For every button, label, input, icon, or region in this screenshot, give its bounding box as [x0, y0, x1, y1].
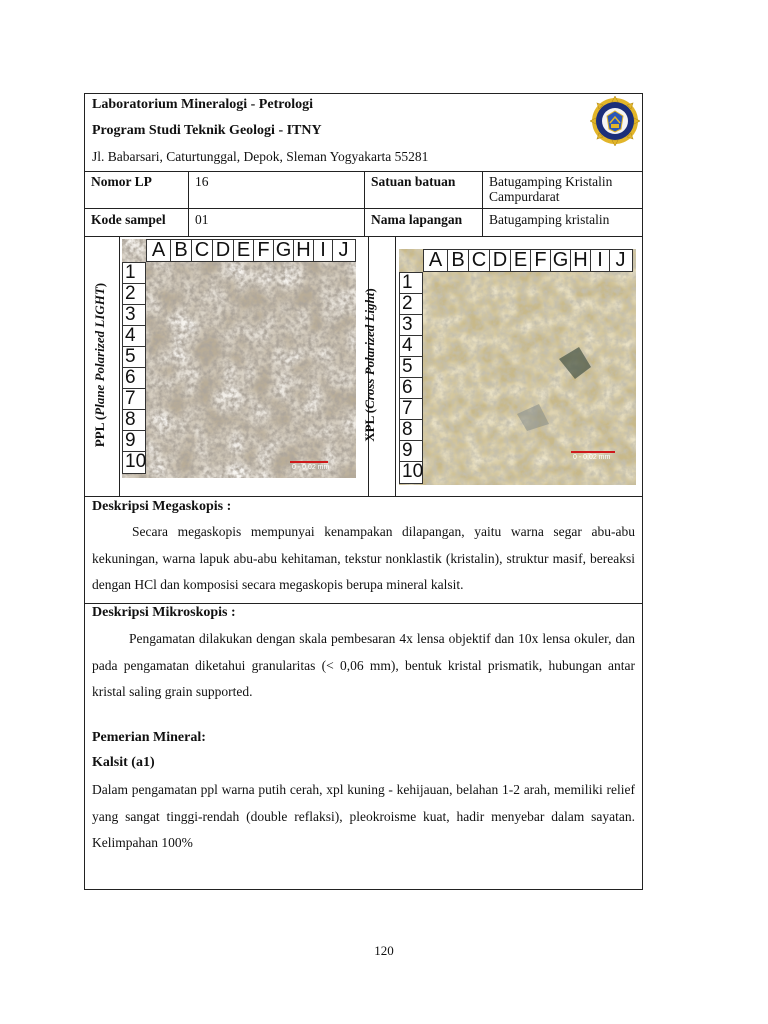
ppl-photo-image	[122, 239, 356, 478]
megaskopis-title: Deskripsi Megaskopis :	[92, 499, 232, 514]
university-logo-icon	[590, 96, 640, 146]
ppl-label: PPL (Plane Polarized LIGHT)	[92, 282, 107, 448]
lab-report-sheet	[84, 93, 643, 890]
mikroskopis-text: Pengamatan dilakukan dengan skala pembesaran 4x lensa objektif dan 10x lensa okuler, dan pada pengamatan diketahui granularitas (< 0,06 mm), bentuk kristal prismatik, hubungan antar kristal saling grain supported.	[92, 631, 635, 699]
satuan-batuan-value: Batugamping Kristalin Campurdarat	[489, 174, 613, 204]
mineral-name: Kalsit (a1)	[92, 755, 155, 770]
xpl-photo-image	[399, 249, 636, 485]
xpl-row-labels: 1 2 3 4 5 6 7 8 9 10	[399, 272, 423, 484]
xpl-scale-text: 0 - 0,02 mm	[573, 454, 611, 461]
info-row-2	[85, 209, 642, 237]
info-row-1	[85, 172, 642, 209]
page-number: 120	[374, 943, 394, 958]
address: Jl. Babarsari, Caturtunggal, Depok, Sleman Yogyakarta 55281	[92, 149, 429, 164]
ppl-scale-text: 0 - 0,02 mm	[292, 464, 330, 471]
xpl-micrograph	[399, 249, 636, 485]
satuan-batuan-label: Satuan batuan	[365, 172, 483, 208]
ppl-scale-bar	[290, 461, 328, 463]
nomor-lp-value: 16	[189, 172, 365, 208]
ppl-micrograph	[122, 239, 356, 478]
ppl-row-labels: 1 2 3 4 5 6 7 8 9 10	[122, 262, 146, 474]
report-header	[85, 94, 642, 172]
nama-lapangan-value: Batugamping kristalin	[489, 212, 610, 227]
xpl-label: XPL (Cross Polarized Light)	[362, 288, 377, 442]
xpl-scale-bar	[571, 451, 615, 453]
divider-line	[395, 237, 396, 497]
mineral-text: Dalam pengamatan ppl warna putih cerah, xpl kuning - kehijauan, belahan 1-2 arah, memiliki relief yang sangat tinggi-rendah (double reflaksi), pleokroisme kuat, hadir menyebar dalam sayatan. Kelimpahan 100%	[92, 782, 635, 850]
pemerian-mineral-title: Pemerian Mineral:	[92, 730, 206, 745]
nama-lapangan-label: Nama lapangan	[365, 209, 483, 236]
section-divider	[85, 603, 642, 604]
kode-sampel-label: Kode sampel	[85, 209, 189, 236]
divider-line	[119, 237, 120, 497]
ppl-column-labels: A B C D E F G H I J	[146, 239, 356, 262]
lab-name: Laboratorium Mineralogi - Petrologi	[92, 97, 313, 112]
program-name: Program Studi Teknik Geologi - ITNY	[92, 123, 322, 138]
mikroskopis-title: Deskripsi Mikroskopis :	[92, 605, 236, 620]
nomor-lp-label: Nomor LP	[85, 172, 189, 208]
megaskopis-text: Secara megaskopis mempunyai kenampakan dilapangan, yaitu warna segar abu-abu kekuningan, warna lapuk abu-abu kehitaman, tekstur nonklastik (kristalin), struktur masif, bereaksi dengan HCl dan komposisi secara megaskopis berupa mineral kalsit.	[92, 524, 635, 592]
micrograph-row	[85, 237, 642, 497]
xpl-column-labels: A B C D E F G H I J	[423, 249, 633, 272]
kode-sampel-value: 01	[189, 209, 365, 236]
